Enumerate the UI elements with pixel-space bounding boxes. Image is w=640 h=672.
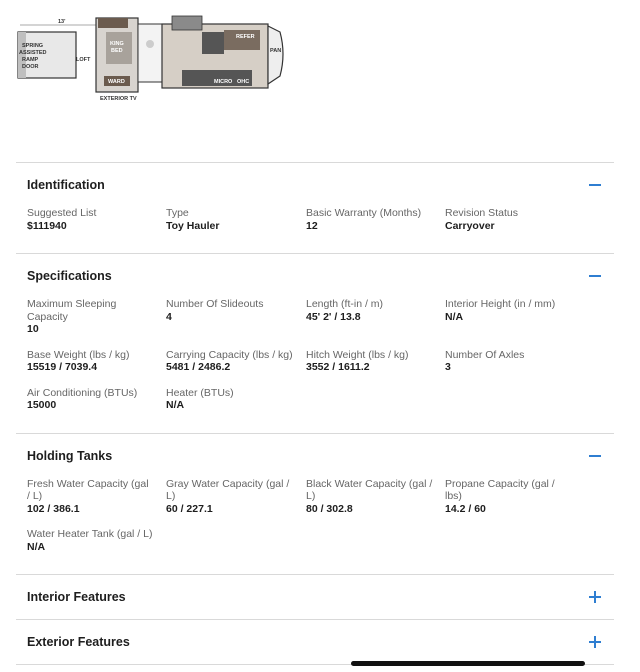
field-suggested-list [27,207,166,245]
field-label: Number Of Axles [445,348,525,361]
field-value: 80 / 302.8 [306,502,353,515]
collapse-icon[interactable] [587,448,603,464]
section-holding-tanks [16,434,614,576]
field-label: Type [166,207,189,219]
field-gray-water [166,478,306,529]
section-interior-features [16,575,614,620]
identification-title: Identification [27,178,105,192]
field-label: Propane Capacity (gal / lbs) [445,477,555,502]
holding-tanks-grid [16,478,614,575]
field-interior-height [445,298,585,349]
floorplan-micro-label: MICRO [214,79,233,85]
field-value: 15000 [27,399,57,411]
field-value: 45' 2' / 13.8 [306,310,361,323]
field-max-sleeping [27,298,166,349]
field-basic-warranty [306,207,445,245]
field-label: Number Of Slideouts [166,298,264,310]
section-specifications [16,254,614,434]
field-label: Water Heater Tank (gal / L) [27,528,153,540]
field-value: 3 [445,361,451,373]
field-propane [445,478,585,529]
field-value: 15519 / 7039.4 [27,361,98,373]
field-value: 10 [27,323,39,335]
field-value: Carryover [445,219,495,232]
field-label: Basic Warranty (Months) [306,207,422,219]
specifications-grid [16,298,614,433]
floorplan-ramp-label-3: RAMP [22,57,39,63]
field-fresh-water [27,478,166,529]
field-value: 14.2 / 60 [445,502,486,515]
floorplan-ohc-label: OHC [237,79,250,85]
field-revision-status [445,207,585,245]
holding-tanks-title: Holding Tanks [27,448,113,463]
field-value: Toy Hauler [166,219,220,232]
floorplan-ramp-label-4: DOOR [22,64,39,70]
collapse-icon[interactable] [587,268,603,284]
identification-grid [16,207,614,253]
field-label: Heater (BTUs) [166,386,234,399]
field-label: Carrying Capacity (lbs / kg) [166,348,293,361]
interior-features-title: Interior Features [27,590,126,604]
field-label: Base Weight (lbs / kg) [27,348,130,361]
holding-tanks-header[interactable] [16,434,614,478]
field-label: Interior Height (in / mm) [445,298,556,310]
field-label: Suggested List [27,207,97,219]
field-label: Fresh Water Capacity (gal / L) [27,477,149,502]
floorplan-width-label: 13' [58,19,66,25]
field-heater [166,387,306,425]
field-value: 5481 / 2486.2 [166,361,231,373]
interior-features-header[interactable] [16,575,614,619]
floorplan-ramp-label: SPRING [22,43,44,49]
expand-icon[interactable] [587,634,603,650]
section-exterior-features [16,620,614,665]
field-air-conditioning [27,387,166,425]
field-type [166,207,306,245]
specifications-header[interactable] [16,254,614,298]
field-value: 102 / 386.1 [27,502,80,515]
floorplan-pantry-label: PAN [270,48,282,54]
field-value: N/A [166,399,185,411]
field-label: Gray Water Capacity (gal / L) [166,477,290,502]
floorplan-image [14,14,290,102]
field-slideouts [166,298,306,349]
field-value: 12 [306,219,318,232]
exterior-features-header[interactable] [16,620,614,664]
section-identification [16,163,614,254]
field-label: Maximum Sleeping Capacity [27,298,117,323]
specifications-title: Specifications [27,269,112,283]
field-label: Revision Status [445,207,518,219]
floorplan-exterior-tv-label: EXTERIOR TV [100,96,137,102]
field-value: 4 [166,310,172,323]
field-value: $111940 [27,219,67,232]
floorplan-ramp-label-2: ASSISTED [19,50,47,56]
collapse-icon[interactable] [587,177,603,193]
field-value: N/A [27,540,46,553]
field-base-weight [27,349,166,387]
expand-icon[interactable] [587,589,603,605]
floorplan-refer-label: REFER [236,34,255,40]
field-label: Hitch Weight (lbs / kg) [306,348,409,361]
field-label: Black Water Capacity (gal / L) [306,477,433,502]
svg-text:BED: BED [111,48,123,54]
field-value: 3552 / 1611.2 [306,361,370,373]
specs-accordion [16,162,614,665]
home-indicator[interactable] [351,661,585,666]
field-hitch-weight [306,349,445,387]
floorplan-ward-label: WARD [108,79,125,85]
field-label: Air Conditioning (BTUs) [27,386,138,399]
field-value: N/A [445,310,464,323]
field-value: 60 / 227.1 [166,502,213,515]
field-water-heater [27,528,166,566]
identification-header[interactable] [16,163,614,207]
field-black-water [306,478,445,529]
field-axles [445,349,585,387]
floorplan-bed-label: KING [110,41,124,47]
exterior-features-title: Exterior Features [27,635,130,649]
field-length [306,298,445,349]
field-carrying-capacity [166,349,306,387]
floorplan-loft-label: LOFT [76,57,91,63]
field-label: Length (ft-in / m) [306,298,384,310]
